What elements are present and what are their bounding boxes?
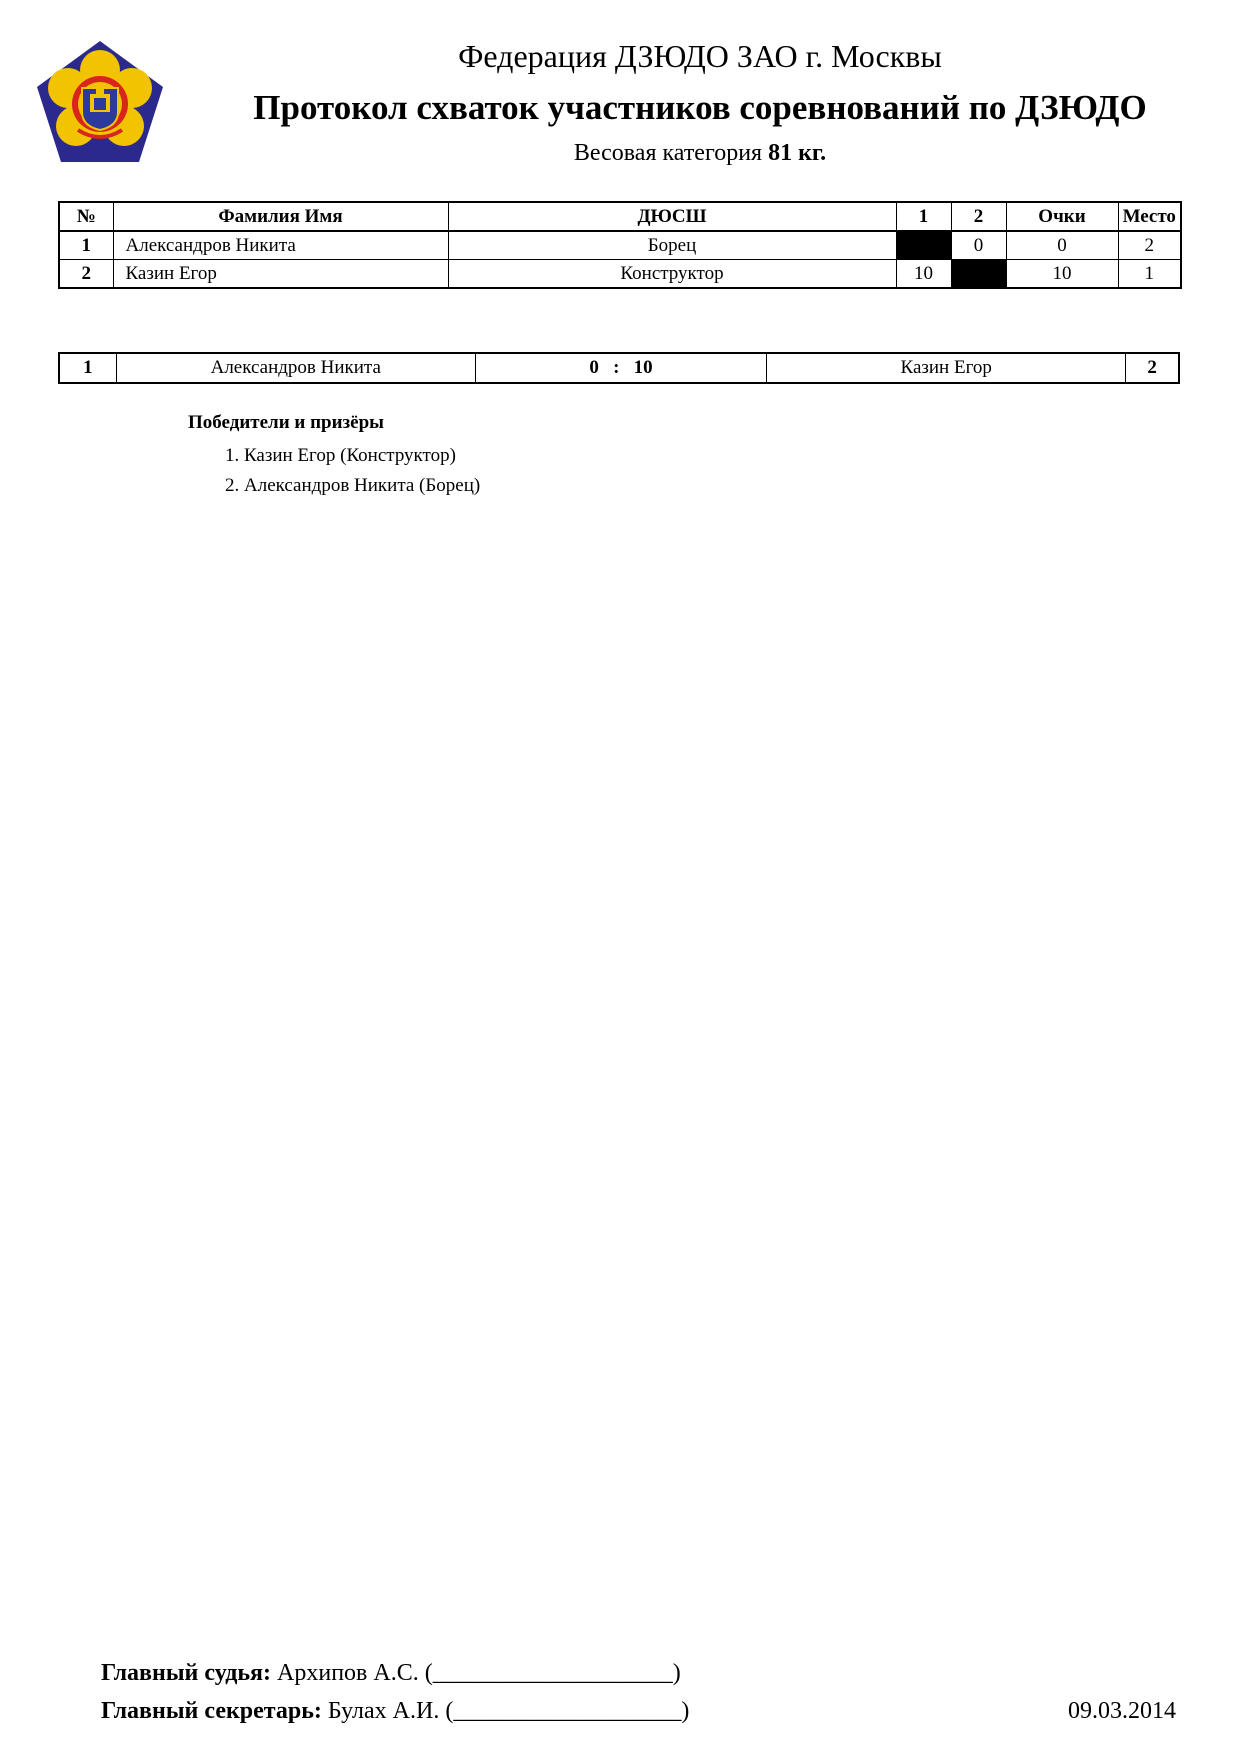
row-num: 2 [59,260,113,289]
document-date: 09.03.2014 [1068,1698,1176,1724]
row-name: Александров Никита [113,231,448,260]
bout-left-name: Александров Никита [116,353,475,383]
col-header-club: ДЮСШ [448,202,896,231]
col-header-num: № [59,202,113,231]
chief-judge-line [101,1660,681,1687]
col-header-2: 2 [951,202,1006,231]
row-points: 10 [1006,260,1118,289]
weight-value: 81 кг. [768,140,827,166]
row-place: 2 [1118,231,1181,260]
row-club: Борец [448,231,896,260]
weight-category [200,140,1200,167]
weight-label: Весовая категория [573,140,763,166]
moscow-district-emblem-icon [34,38,166,166]
bout-score [475,353,767,383]
winners-list [188,441,480,501]
row-name: Казин Егор [113,260,448,289]
federation-title: Федерация ДЗЮДО ЗАО г. Москвы [458,38,942,74]
chief-secretary-line [101,1698,689,1725]
table-row [59,231,1181,260]
winners-section [188,412,480,501]
bout-row [59,353,1179,383]
winners-title: Победители и призёры [188,412,385,433]
row-cell-1: 10 [896,260,951,289]
score-right: 10 [633,357,653,378]
col-header-1: 1 [896,202,951,231]
bout-right-num: 2 [1126,353,1179,383]
row-cell-1-blocked [896,231,951,260]
score-separator: : [613,357,620,378]
chief-secretary-name: Булах А.И. (___________________) [327,1698,690,1724]
row-place: 1 [1118,260,1181,289]
list-item: 2. Александров Никита (Борец) [244,471,480,501]
chief-secretary-label: Главный секретарь: [101,1698,322,1724]
chief-judge-label: Главный судья: [101,1660,272,1686]
col-header-name: Фамилия Имя [113,202,448,231]
table-header-row [59,202,1181,231]
row-cell-2-blocked [951,260,1006,289]
protocol-title: Протокол схваток участников соревнований по ДЗЮДО [253,88,1147,127]
row-cell-2: 0 [951,231,1006,260]
row-points: 0 [1006,231,1118,260]
row-club: Конструктор [448,260,896,289]
score-left: 0 [589,357,599,378]
col-header-place: Место [1118,202,1181,231]
row-num: 1 [59,231,113,260]
participants-table [58,201,1182,289]
col-header-points: Очки [1006,202,1118,231]
table-row [59,260,1181,289]
bout-right-name: Казин Егор [767,353,1126,383]
bout-left-num: 1 [59,353,116,383]
list-item: 1. Казин Егор (Конструктор) [244,441,480,471]
chief-judge-name: Архипов А.С. (____________________) [277,1660,681,1686]
bout-table [58,352,1180,384]
